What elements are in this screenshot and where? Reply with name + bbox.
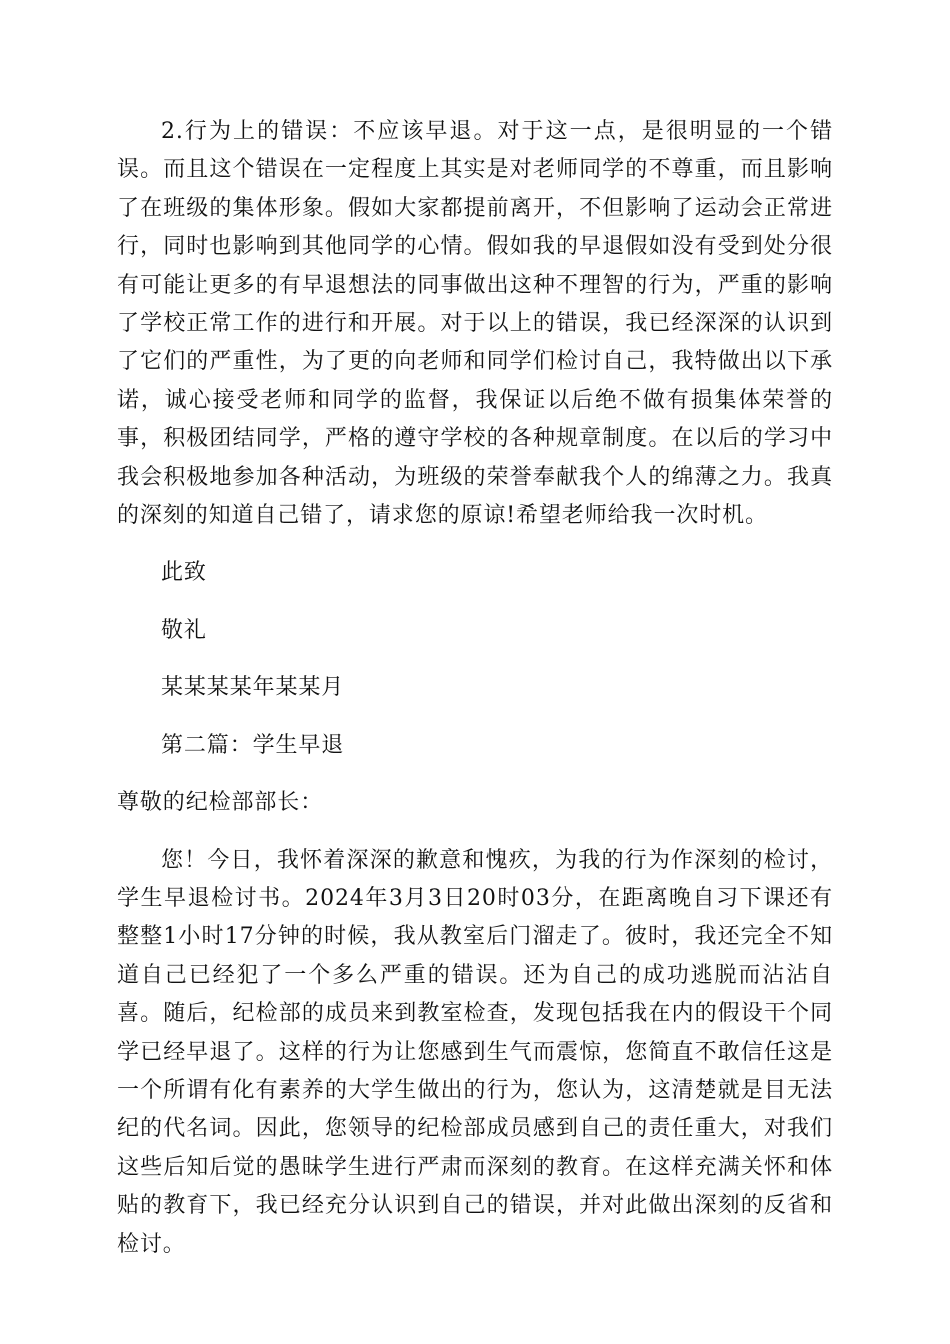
spacer <box>117 535 833 554</box>
spacer <box>117 708 833 727</box>
spacer <box>117 650 833 669</box>
section-title: 第二篇：学生早退 <box>161 732 345 758</box>
spacer <box>117 823 833 842</box>
document-body <box>117 113 833 1264</box>
signature-date: 某某某某年某某月 <box>161 675 345 701</box>
spacer <box>117 765 833 784</box>
paragraph-self-criticism: 您！今日，我怀着深深的歉意和愧疚，为我的行为作深刻的检讨，学生早退检讨书。2024年3月3日20时03分，在距离晚自习下课还有整整1小时17分钟的时候，我从教室后门溜走了。彼时，我还完全不知道自己已经犯了一个多么严重的错误。还为自己的成功逃脱而沾沾自喜。随后，纪检部的成员来到教室检查，发现包括我在内的假设干个同学已经早退了。这样的行为让您感到生气而震惊，您简直不敢信任这是一个所谓有化有素养的大学生做出的行为，您认为，这清楚就是目无法纪的代名词。因此，您领导的纪检部成员感到自己的责任重大，对我们这些后知后觉的愚昧学生进行严肃而深刻的教育。在这样充满关怀和体贴的教育下，我已经充分认识到自己的错误，并对此做出深刻的反省和检讨。 <box>117 847 833 1257</box>
closing-cizhi: 此致 <box>161 560 207 586</box>
salutation: 尊敬的纪检部部长： <box>117 790 324 816</box>
paragraph-behavior-error: 2.行为上的错误：不应该早退。对于这一点，是很明显的一个错误。而且这个错误在一定程度上其实是对老师同学的不尊重，而且影响了在班级的集体形象。假如大家都提前离开，不但影响了运动会正常进行，同时也影响到其他同学的心情。假如我的早退假如没有受到处分很有可能让更多的有早退想法的同事做出这种不理智的行为，严重的影响了学校正常工作的进行和开展。对于以上的错误，我已经深深的认识到了它们的严重性，为了更的向老师和同学们检讨自己，我特做出以下承诺，诚心接受老师和同学的监督，我保证以后绝不做有损集体荣誉的事，积极团结同学，严格的遵守学校的各种规章制度。在以后的学习中我会积极地参加各种活动，为班级的荣誉奉献我个人的绵薄之力。我真的深刻的知道自己错了，请求您的原谅!希望老师给我一次时机。 <box>117 119 833 529</box>
spacer <box>117 593 833 612</box>
closing-jingli: 敬礼 <box>161 617 207 643</box>
